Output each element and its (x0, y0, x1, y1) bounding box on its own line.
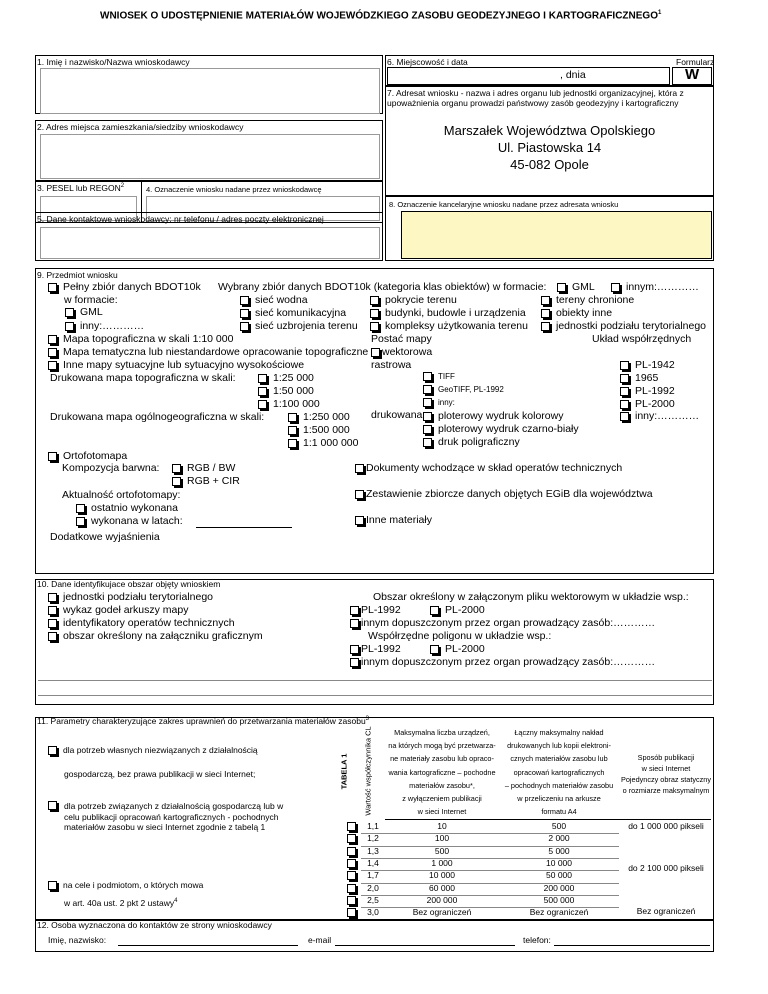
map-form-label: Postać mapy (371, 333, 432, 345)
print-option[interactable]: ploterowy wydruk czarno-biały (423, 423, 579, 435)
office-ref-field (401, 211, 712, 259)
devices-cell: 100 (434, 833, 450, 844)
usage-option-3[interactable]: na cele i podmiotom, o których mowa (48, 880, 203, 890)
usage-text: gospodarczą, bez prawa publikacji w sieci Internet; (64, 769, 256, 779)
name-input[interactable] (40, 68, 380, 114)
devices-cell: 10 (437, 821, 447, 831)
crs-option[interactable]: PL-2000 (620, 398, 675, 410)
area-option[interactable]: identyfikatory operatów technicznych (48, 617, 235, 629)
doc-option[interactable]: Dokumenty wchodzące w skład operatów technicznych (355, 462, 622, 474)
extra-notes-label: Dodatkowe wyjaśnienia (50, 531, 160, 543)
cl-checkbox[interactable] (347, 834, 356, 843)
contact-email-input[interactable] (335, 945, 515, 946)
label-contact-person: 12. Osoba wyznaczona do kontaktów ze strony wnioskodawcy (37, 920, 272, 930)
rgb-option[interactable]: RGB + CIR (172, 475, 240, 487)
form-letter: W (685, 66, 700, 83)
bdot-full-option[interactable]: Pełny zbiór danych BDOT10k (48, 281, 201, 293)
raster-label: rastrowa (371, 359, 412, 371)
print-option[interactable]: ploterowy wydruk kolorowy (423, 410, 563, 422)
addressee-block (387, 122, 712, 173)
label-pesel: 3. PESEL lub REGON$^2$ (37, 183, 125, 193)
addressee-line: Marszałek Województwa Opolskiego (443, 123, 656, 138)
category-option[interactable]: pokrycie terenu (370, 294, 457, 306)
printed-label: drukowana (371, 409, 423, 421)
copies-cell: 200 000 (543, 882, 575, 893)
cl-cell: 1,3 (367, 845, 379, 856)
cl-checkbox[interactable] (347, 884, 356, 893)
crs-option[interactable]: PL-1942 (620, 359, 675, 371)
cl-cell: 1,2 (367, 833, 379, 844)
devices-cell: 10 000 (429, 870, 455, 881)
crs-title: Układ współrzędnych (592, 333, 692, 345)
usage-option-1[interactable]: dla potrzeb własnych niezwiązanych z działalnością (48, 745, 258, 755)
vector-area-label: Obszar określony w załączonym pliku wektorowym w układzie wsp.: (373, 591, 689, 603)
crs-option[interactable]: PL-2000 (430, 643, 485, 655)
addressee-line: Ul. Piastowska 14 (497, 140, 602, 155)
copies-cell: 5 000 (548, 845, 570, 856)
crs-option[interactable]: PL-1992 (350, 643, 401, 655)
usage-text: dla potrzeb związanych z działalnością gospodarczą lub w celu publikacji opracowań kartograficznych - pochodnych materiałów zasobu w sieci Internet zgodnie z tabelą 1 (64, 801, 284, 832)
map-option[interactable]: Mapa tematyczna lub niestandardowe opracowanie topograficzne (48, 346, 368, 358)
addressee-line: 45-082 Opole (510, 157, 589, 172)
label-area: 10. Dane identyfikujace obszar objęty wnioskiem (37, 579, 221, 589)
cl-header: Wartość współczynnika CL (364, 726, 373, 816)
gen-label: Drukowana mapa ogólnogeograficzna w skali: (50, 411, 265, 423)
raster-format-option[interactable]: TIFF (423, 372, 455, 381)
contact-name-label: Imię, nazwisko: (48, 935, 107, 945)
cl-checkbox[interactable] (347, 822, 356, 831)
chosen-set-label: Wybrany zbiór danych BDOT10k (kategoria klas obiektów) w formacie: (218, 281, 547, 293)
gml2-option[interactable]: GML (557, 281, 595, 293)
vector-option[interactable]: wektorowa (371, 346, 432, 358)
date-label: , dnia (560, 69, 586, 81)
contact-phone-label: telefon: (523, 935, 551, 945)
devices-cell: 60 000 (429, 882, 455, 893)
composition-label: Kompozycja barwna: (62, 462, 160, 474)
label-addressee: 7. Adresat wniosku - nazwa i adres organu lub jednostki organizacyjnej, która z upoważnienia organu prowadzi państwowy zasób geodezyjny i kartograficzny (387, 88, 684, 108)
other2-option[interactable]: innym:………… (611, 281, 699, 293)
scale-option[interactable]: 1:100 000 (258, 398, 320, 410)
checkbox[interactable] (48, 283, 57, 292)
label-applicant-ref: 4. Oznaczenie wniosku nadane przez wnioskodawcę (146, 185, 322, 194)
rgb-option[interactable]: RGB / BW (172, 462, 235, 474)
other-format-option[interactable]: inny:………… (65, 320, 144, 332)
devices-header: Maksymalna liczba urządzeń, na których mogą być przetwarza- ne materiały zasobu lub opraco- wania kartograficzne – pochodne materiałów zasobu*, z wyłączeniem publikacji w sieci Internet (388, 728, 496, 817)
cl-cell: 1,1 (367, 821, 379, 831)
crs-option[interactable]: innym dopuszczonym przez organ prowadzący zasób:………… (350, 617, 655, 629)
category-option[interactable]: sieć komunikacyjna (240, 307, 346, 319)
currency-label: Aktualność ortofotomapy: (62, 489, 181, 501)
cl-cell: 1,4 (367, 857, 379, 868)
cl-checkbox[interactable] (347, 859, 356, 868)
crs-option[interactable]: PL-1992 (350, 604, 401, 616)
pub-cell: do 2 100 000 pikseli (628, 863, 704, 873)
label-subject: 9. Przedmiot wniosku (37, 270, 118, 280)
crs-option[interactable]: inny:………… (620, 410, 699, 422)
contact-email-label: e-mail (308, 935, 332, 945)
doc-option[interactable]: Inne materiały (355, 514, 432, 526)
orthophoto-option[interactable]: Ortofotomapa (48, 450, 127, 462)
cl-cell: 2,5 (367, 894, 379, 905)
copies-cell: 500 000 (543, 894, 575, 905)
scale-option[interactable]: 1:25 000 (258, 372, 314, 384)
area-option[interactable]: jednostki podziału terytorialnego (48, 591, 213, 603)
map-option[interactable]: Mapa topograficzna w skali 1:10 000 (48, 333, 233, 345)
gml-option[interactable]: GML (65, 306, 103, 318)
category-option[interactable]: tereny chronione (541, 294, 634, 306)
label-address: 2. Adres miejsca zamieszkania/siedziby wnioskodawcy (37, 122, 244, 132)
devices-cell: Bez ograniczeń (412, 907, 472, 918)
scale-option[interactable]: 1:500 000 (288, 424, 350, 436)
label-params: 11. Parametry charakteryzujące zakres uprawnień do przetwarzania materiałów zasobu$^3$ (37, 716, 370, 726)
publication-header: Sposób publikacji w sieci Internet Pojedynczy obraz statyczny o rozmiarze maksymalnym (620, 753, 712, 795)
form-title: WNIOSEK O UDOSTĘPNIENIE MATERIAŁÓW WOJEWÓDZKIEGO ZASOBU GEODEZYJNEGO I KARTOGRAFICZNEGO$^1$ (100, 10, 662, 22)
cl-cell: 3,0 (367, 907, 379, 918)
map-option[interactable]: Inne mapy sytuacyjne lub sytuacyjno wysokościowe (48, 359, 304, 371)
crs-option[interactable]: PL-1992 (620, 385, 675, 397)
raster-format-option[interactable]: inny: (423, 398, 455, 407)
usage-text: w art. 40a ust. 2 pkt 2 ustawy$^4$ (64, 898, 178, 908)
copies-cell: 500 (551, 821, 567, 831)
table-1 (337, 724, 713, 917)
scale-option[interactable]: 1:250 000 (288, 411, 350, 423)
pub-cell: Bez ograniczeń (636, 906, 696, 916)
crs-option[interactable]: innym dopuszczonym przez organ prowadzący zasób:………… (350, 656, 655, 668)
place-date-input[interactable] (387, 67, 670, 85)
polygon-label: Współrzędne poligonu w układzie wsp.: (368, 630, 552, 642)
crs-option[interactable]: 1965 (620, 372, 658, 384)
devices-cell: 1 000 (431, 857, 453, 868)
cl-checkbox[interactable] (347, 908, 356, 917)
cl-checkbox[interactable] (347, 871, 356, 880)
copies-cell: 2 000 (548, 833, 570, 844)
category-option[interactable]: kompleksy użytkowania terenu (370, 320, 528, 332)
devices-cell: 200 000 (426, 894, 458, 905)
cl-cell: 2,0 (367, 882, 379, 893)
copies-cell: 50 000 (546, 870, 572, 881)
topo-label: Drukowana mapa topograficzna w skali: (50, 372, 236, 384)
copies-cell: Bez ograniczeń (529, 907, 589, 918)
form-label: Formularz (676, 57, 715, 67)
contact-name-input[interactable] (118, 945, 298, 946)
tabela-label: TABELA 1 (339, 753, 349, 789)
area-option[interactable]: wykaz godeł arkuszy mapy (48, 604, 188, 616)
doc-option[interactable]: Zestawienie zbiorcze danych objętych EGiB dla województwa (355, 488, 653, 500)
category-option[interactable]: sieć uzbrojenia terenu (240, 320, 358, 332)
label-contact: 5. Dane kontaktowe wnioskodawcy: nr telefonu / adres poczty elektronicznej (37, 214, 324, 224)
cl-checkbox[interactable] (347, 847, 356, 856)
label-office-ref: 8. Oznaczenie kancelaryjne wniosku nadane przez adresata wniosku (389, 200, 619, 209)
category-option[interactable]: budynki, budowle i urządzenia (370, 307, 526, 319)
print-option[interactable]: druk poligraficzny (423, 436, 520, 448)
address-input[interactable] (40, 134, 380, 179)
category-option[interactable]: sieć wodna (240, 294, 308, 306)
contact-input[interactable] (40, 227, 380, 259)
years-line[interactable] (196, 527, 292, 528)
scale-option[interactable]: 1:1 000 000 (288, 437, 358, 449)
copies-cell: 10 000 (546, 857, 572, 868)
currency-option[interactable]: wykonana w latach: (76, 515, 183, 527)
label-name: 1. Imię i nazwisko/Nazwa wnioskodawcy (37, 57, 190, 67)
cl-checkbox[interactable] (347, 896, 356, 905)
usage-option-2[interactable] (48, 801, 57, 810)
devices-cell: 500 (434, 845, 450, 856)
scale-option[interactable]: 1:50 000 (258, 385, 314, 397)
area-option[interactable]: obszar określony na załączniku graficznym (48, 630, 263, 642)
copies-header: Łączny maksymalny nakład drukowanych lub kopii elektroni- cznych materiałów zasobu lub opracowań kartograficznych – pochodnych materiałów zasobu w przeliczeniu na arkusze formatu A4 (504, 728, 614, 817)
category-option[interactable]: obiekty inne (541, 307, 612, 319)
cl-cell: 1,7 (367, 870, 379, 881)
formats-label: w formacie: (64, 294, 118, 306)
category-option[interactable]: jednostki podziału terytorialnego (541, 320, 706, 332)
crs-option[interactable]: PL-2000 (430, 604, 485, 616)
currency-option[interactable]: ostatnio wykonana (76, 502, 178, 514)
raster-format-option[interactable]: GeoTIFF, PL-1992 (423, 385, 504, 394)
label-place-date: 6. Miejscowość i data (387, 57, 468, 67)
pub-cell: do 1 000 000 pikseli (628, 821, 704, 831)
contact-phone-input[interactable] (554, 945, 710, 946)
